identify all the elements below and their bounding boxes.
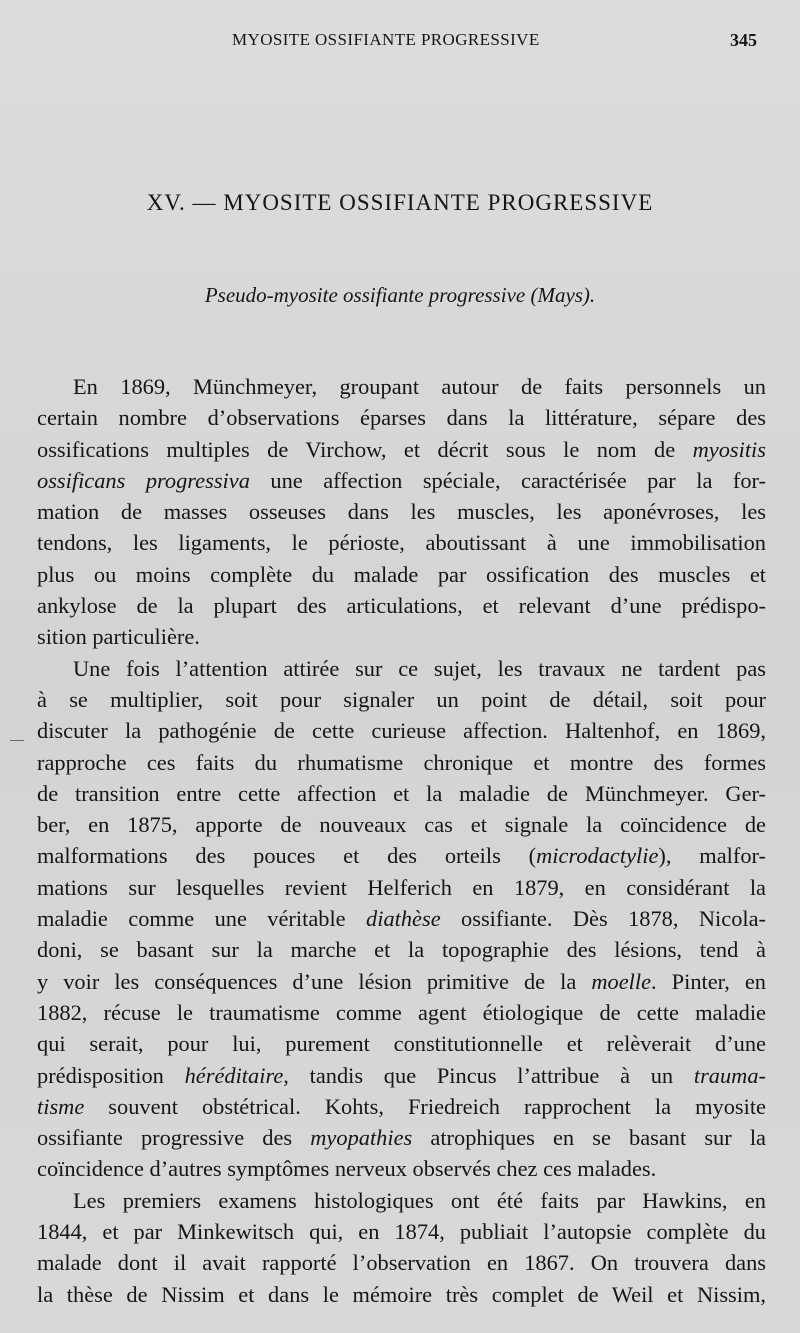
text-line: [37, 590, 766, 621]
text-line: [37, 653, 766, 684]
text-run: ossifiante progressive des: [37, 1125, 311, 1151]
text-line: [37, 1247, 766, 1278]
text-line: [37, 527, 766, 558]
text-line: [37, 934, 766, 965]
italic-term: moelle: [591, 968, 652, 994]
paragraph: [37, 1185, 766, 1310]
text-line: [37, 1185, 766, 1216]
text-line: [37, 402, 766, 433]
text-line: [37, 1028, 766, 1059]
text-run: certain nombre d’observations éparses dans la littérature, sépare des: [37, 405, 766, 431]
text-run: atrophiques en se basant sur la: [412, 1125, 766, 1151]
text-run: mation de masses osseuses dans les muscles, les aponévroses, les: [37, 499, 766, 525]
text-line: [37, 903, 766, 934]
text-run: sition particulière.: [37, 624, 200, 650]
italic-term: trauma-: [693, 1062, 766, 1088]
text-run: ber, en 1875, apporte de nouveaux cas et signale la coïncidence de: [37, 812, 766, 838]
text-line: [37, 371, 766, 402]
text-line: [37, 809, 766, 840]
text-run: maladie comme une véritable: [37, 906, 367, 932]
text-line: [37, 778, 766, 809]
text-line: [37, 840, 766, 871]
italic-term: tisme: [37, 1093, 85, 1119]
text-line: [37, 621, 766, 652]
page-number: 345: [730, 30, 757, 50]
text-line: [37, 966, 766, 997]
text-line: [37, 747, 766, 778]
text-run: souvent obstétrical. Kohts, Friedreich rapprochent la myosite: [84, 1093, 766, 1119]
italic-term: héréditaire: [184, 1062, 284, 1088]
text-run: rapproche ces faits du rhumatisme chronique et montre des formes: [37, 749, 766, 775]
text-line: [37, 559, 766, 590]
text-line: [37, 496, 766, 527]
chapter-subtitle: Pseudo-myosite ossifiante progressive (Mays).: [204, 283, 596, 307]
text-run: En 1869, Münchmeyer, groupant autour de faits personnels un: [73, 374, 766, 399]
text-run: , tandis que Pincus l’attribue à un: [283, 1062, 694, 1088]
text-run: ossifications multiples de Virchow, et décrit sous le nom de: [37, 436, 693, 462]
text-run: malformations des pouces et des orteils (: [37, 843, 537, 869]
text-run: discuter la pathogénie de cette curieuse affection. Haltenhof, en 1869,: [37, 718, 766, 744]
text-run: malade dont il avait rapporté l’observation en 1867. On trouvera dans: [37, 1250, 766, 1276]
margin-mark: [10, 740, 24, 741]
chapter-title: XV. — MYOSITE OSSIFIANTE PROGRESSIVE: [146, 190, 654, 215]
paragraph: [37, 653, 766, 1185]
text-run: . Pinter, en: [651, 968, 766, 994]
text-line: [37, 434, 766, 465]
text-run: ossifiante. Dès 1878, Nicola-: [440, 906, 766, 932]
italic-term: diathèse: [366, 906, 441, 932]
text-line: [37, 997, 766, 1028]
text-line: [37, 465, 766, 496]
text-line: [37, 1060, 766, 1091]
text-run: ankylose de la plupart des articulations, et relevant d’une prédispo-: [37, 593, 766, 619]
running-title: MYOSITE OSSIFIANTE PROGRESSIVE: [232, 30, 540, 49]
text-line: [37, 1216, 766, 1247]
text-run: Une fois l’attention attirée sur ce sujet, les travaux ne tardent pas: [73, 655, 766, 681]
text-run: Les premiers examens histologiques ont été faits par Hawkins, en: [73, 1187, 766, 1213]
text-run: coïncidence d’autres symptômes nerveux observés chez ces malades.: [37, 1156, 657, 1182]
text-run: prédisposition: [37, 1062, 185, 1088]
text-line: [37, 1091, 766, 1122]
text-run: de transition entre cette affection et la maladie de Münchmeyer. Ger-: [37, 780, 766, 806]
running-head: [0, 30, 800, 58]
text-line: [37, 1122, 766, 1153]
text-run: plus ou moins complète du malade par ossification des muscles et: [37, 561, 766, 587]
italic-term: myopathies: [310, 1125, 413, 1151]
text-run: y voir les conséquences d’une lésion primitive de la: [37, 968, 592, 994]
text-run: qui serait, pour lui, purement constitutionnelle et relèverait d’une: [37, 1031, 766, 1057]
text-line: [37, 715, 766, 746]
text-line: [37, 1153, 766, 1184]
text-line: [37, 684, 766, 715]
text-run: 1844, et par Minkewitsch qui, en 1874, publiait l’autopsie complète du: [37, 1219, 766, 1245]
text-run: 1882, récuse le traumatisme comme agent étiologique de cette maladie: [37, 999, 766, 1025]
text-run: mations sur lesquelles revient Helferich en 1879, en considérant la: [37, 874, 766, 900]
text-run: ), malfor-: [658, 843, 766, 869]
text-line: [37, 872, 766, 903]
text-run: tendons, les ligaments, le périoste, aboutissant à une immobilisation: [37, 530, 766, 556]
italic-term: ossificans progressiva: [37, 467, 250, 493]
text-line: [37, 1279, 766, 1310]
paragraph: [37, 371, 766, 653]
text-run: doni, se basant sur la marche et la topographie des lésions, tend à: [37, 937, 766, 963]
text-run: la thèse de Nissim et dans le mémoire très complet de Weil et Nissim,: [37, 1281, 766, 1307]
italic-term: myositis: [692, 436, 766, 462]
italic-term: microdactylie: [536, 843, 659, 869]
text-run: une affection spéciale, caractérisée par la for-: [249, 467, 766, 493]
body-text: [37, 371, 766, 1310]
text-run: à se multiplier, soit pour signaler un point de détail, soit pour: [37, 686, 766, 712]
